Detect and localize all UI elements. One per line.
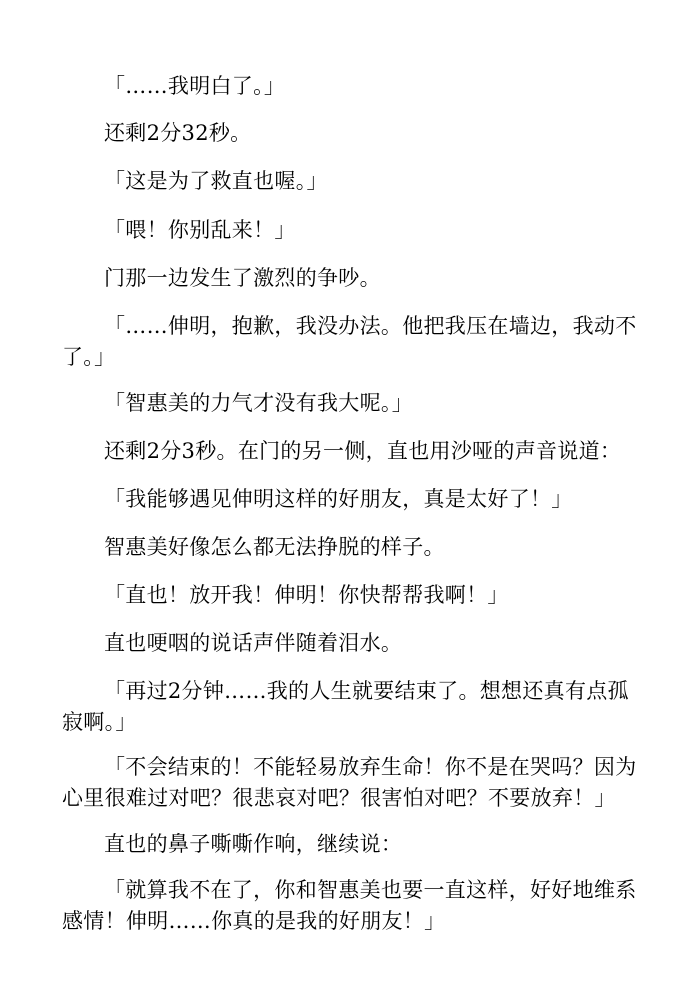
paragraph: 门那一边发生了激烈的争吵。 [104, 266, 381, 290]
paragraph: 「喂！你别乱来！」 [104, 218, 296, 242]
paragraph: 「智惠美的力气才没有我大呢。」 [104, 391, 413, 415]
paragraph: 「不会结束的！不能轻易放弃生命！你不是在哭吗？因为心里很难过对吧？很悲哀对吧？很害怕对吧？不要放弃！」 [62, 755, 637, 810]
paragraph: 「就算我不在了，你和智惠美也要一直这样，好好地维系感情！伸明……你真的是我的好朋友！」 [62, 878, 637, 933]
paragraph: 「我能够遇见伸明这样的好朋友，真是太好了！」 [104, 487, 573, 511]
paragraph: 「……我明白了。」 [104, 74, 286, 98]
paragraph: 直也哽咽的说话声伴随着泪水。 [104, 631, 403, 655]
paragraph: 还剩2分3秒。在门的另一侧，直也用沙哑的声音说道： [104, 439, 622, 463]
paragraph: 「直也！放开我！伸明！你快帮帮我啊！」 [104, 583, 509, 607]
paragraph: 智惠美好像怎么都无法挣脱的样子。 [104, 535, 445, 559]
paragraph: 「再过2分钟……我的人生就要结束了。想想还真有点孤寂啊。」 [62, 679, 629, 734]
paragraph: 「这是为了救直也喔。」 [104, 169, 328, 193]
paragraph: 直也的鼻子嘶嘶作响，继续说： [104, 832, 403, 856]
paragraph: 还剩2分32秒。 [104, 121, 252, 145]
paragraph: 「……伸明，抱歉，我没办法。他把我压在墙边，我动不了。」 [62, 314, 637, 369]
